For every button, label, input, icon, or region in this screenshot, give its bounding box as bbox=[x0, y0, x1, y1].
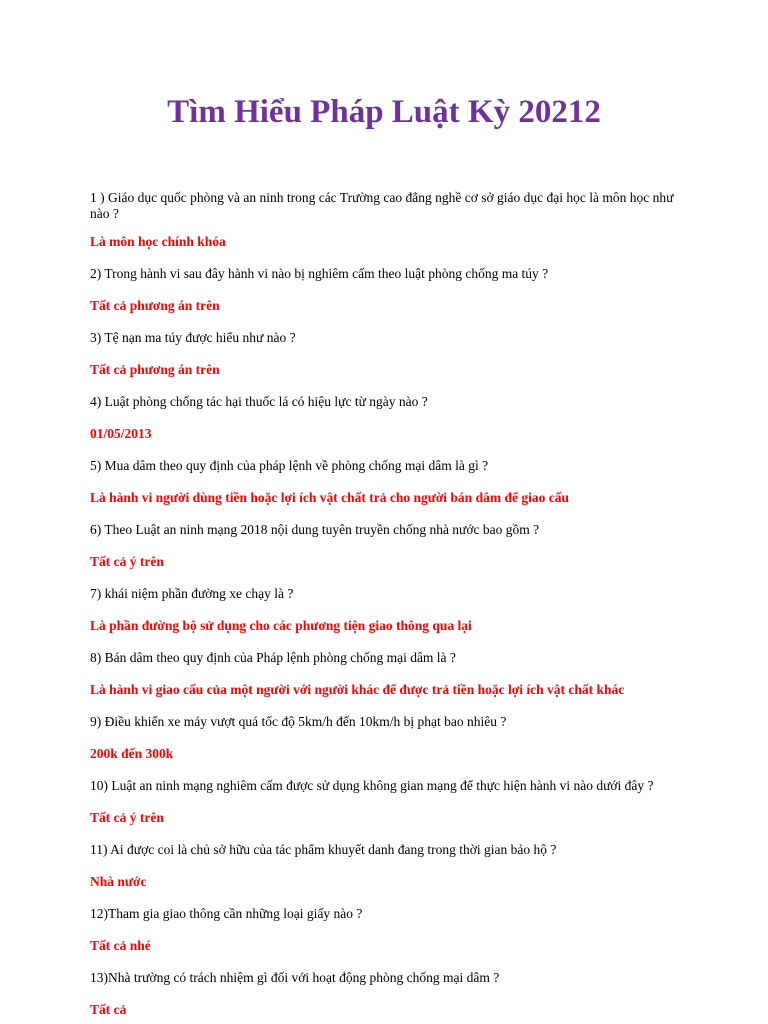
answer-13: Tất cả bbox=[90, 1002, 127, 1017]
question-10: 10) Luật an ninh mạng nghiêm cấm được sử dụng không gian mạng để thực hiện hành vi nào dưới đây ? bbox=[90, 778, 654, 793]
question-6: 6) Theo Luật an ninh mạng 2018 nội dung tuyên truyền chống nhà nước bao gồm ? bbox=[90, 522, 540, 537]
answer-2: Tất cả phương án trên bbox=[90, 298, 220, 313]
answer-8: Là hành vi giao cấu của một người với người khác để được trả tiền hoặc lợi ích vật chất khác bbox=[90, 682, 625, 697]
question-8: 8) Bán dâm theo quy định của Pháp lệnh phòng chống mại dâm là ? bbox=[90, 650, 456, 665]
question-answer-list bbox=[90, 190, 680, 1018]
answer-4: 01/05/2013 bbox=[90, 426, 152, 441]
question-7: 7) khái niệm phần đường xe chạy là ? bbox=[90, 586, 294, 601]
question-12: 12)Tham gia giao thông cần những loại giấy nào ? bbox=[90, 906, 363, 921]
question-1: 1 ) Giáo dục quốc phòng và an ninh trong các Trường cao đẳng nghề cơ sở giáo dục đại học là môn học như nào ? bbox=[90, 190, 674, 221]
answer-12: Tất cả nhé bbox=[90, 938, 151, 953]
answer-1: Là môn học chính khóa bbox=[90, 234, 226, 249]
answer-9: 200k đến 300k bbox=[90, 746, 174, 761]
question-9: 9) Điều khiển xe máy vượt quá tốc độ 5km/h đến 10km/h bị phạt bao nhiêu ? bbox=[90, 714, 507, 729]
answer-3: Tất cả phương án trên bbox=[90, 362, 220, 377]
question-13: 13)Nhà trường có trách nhiệm gì đối với hoạt động phòng chống mại dâm ? bbox=[90, 970, 500, 985]
question-4: 4) Luật phòng chống tác hại thuốc lá có hiệu lực từ ngày nào ? bbox=[90, 394, 428, 409]
question-5: 5) Mua dâm theo quy định của pháp lệnh về phòng chống mại dâm là gì ? bbox=[90, 458, 489, 473]
question-3: 3) Tệ nạn ma túy được hiểu như nào ? bbox=[90, 330, 296, 345]
question-11: 11) Ai được coi là chủ sở hữu của tác phẩm khuyết danh đang trong thời gian bảo hộ ? bbox=[90, 842, 557, 857]
answer-6: Tất cả ý trên bbox=[90, 554, 164, 569]
answer-5: Là hành vi người dùng tiền hoặc lợi ích vật chất trả cho người bán dâm để giao cấu bbox=[90, 490, 569, 505]
answer-7: Là phần đường bộ sử dụng cho các phương tiện giao thông qua lại bbox=[90, 618, 472, 633]
document-title: Tìm Hiểu Pháp Luật Kỳ 20212 bbox=[167, 94, 601, 130]
answer-11: Nhà nước bbox=[90, 874, 147, 889]
question-2: 2) Trong hành vi sau đây hành vi nào bị nghiêm cấm theo luật phòng chống ma túy ? bbox=[90, 266, 549, 281]
answer-10: Tất cả ý trên bbox=[90, 810, 164, 825]
